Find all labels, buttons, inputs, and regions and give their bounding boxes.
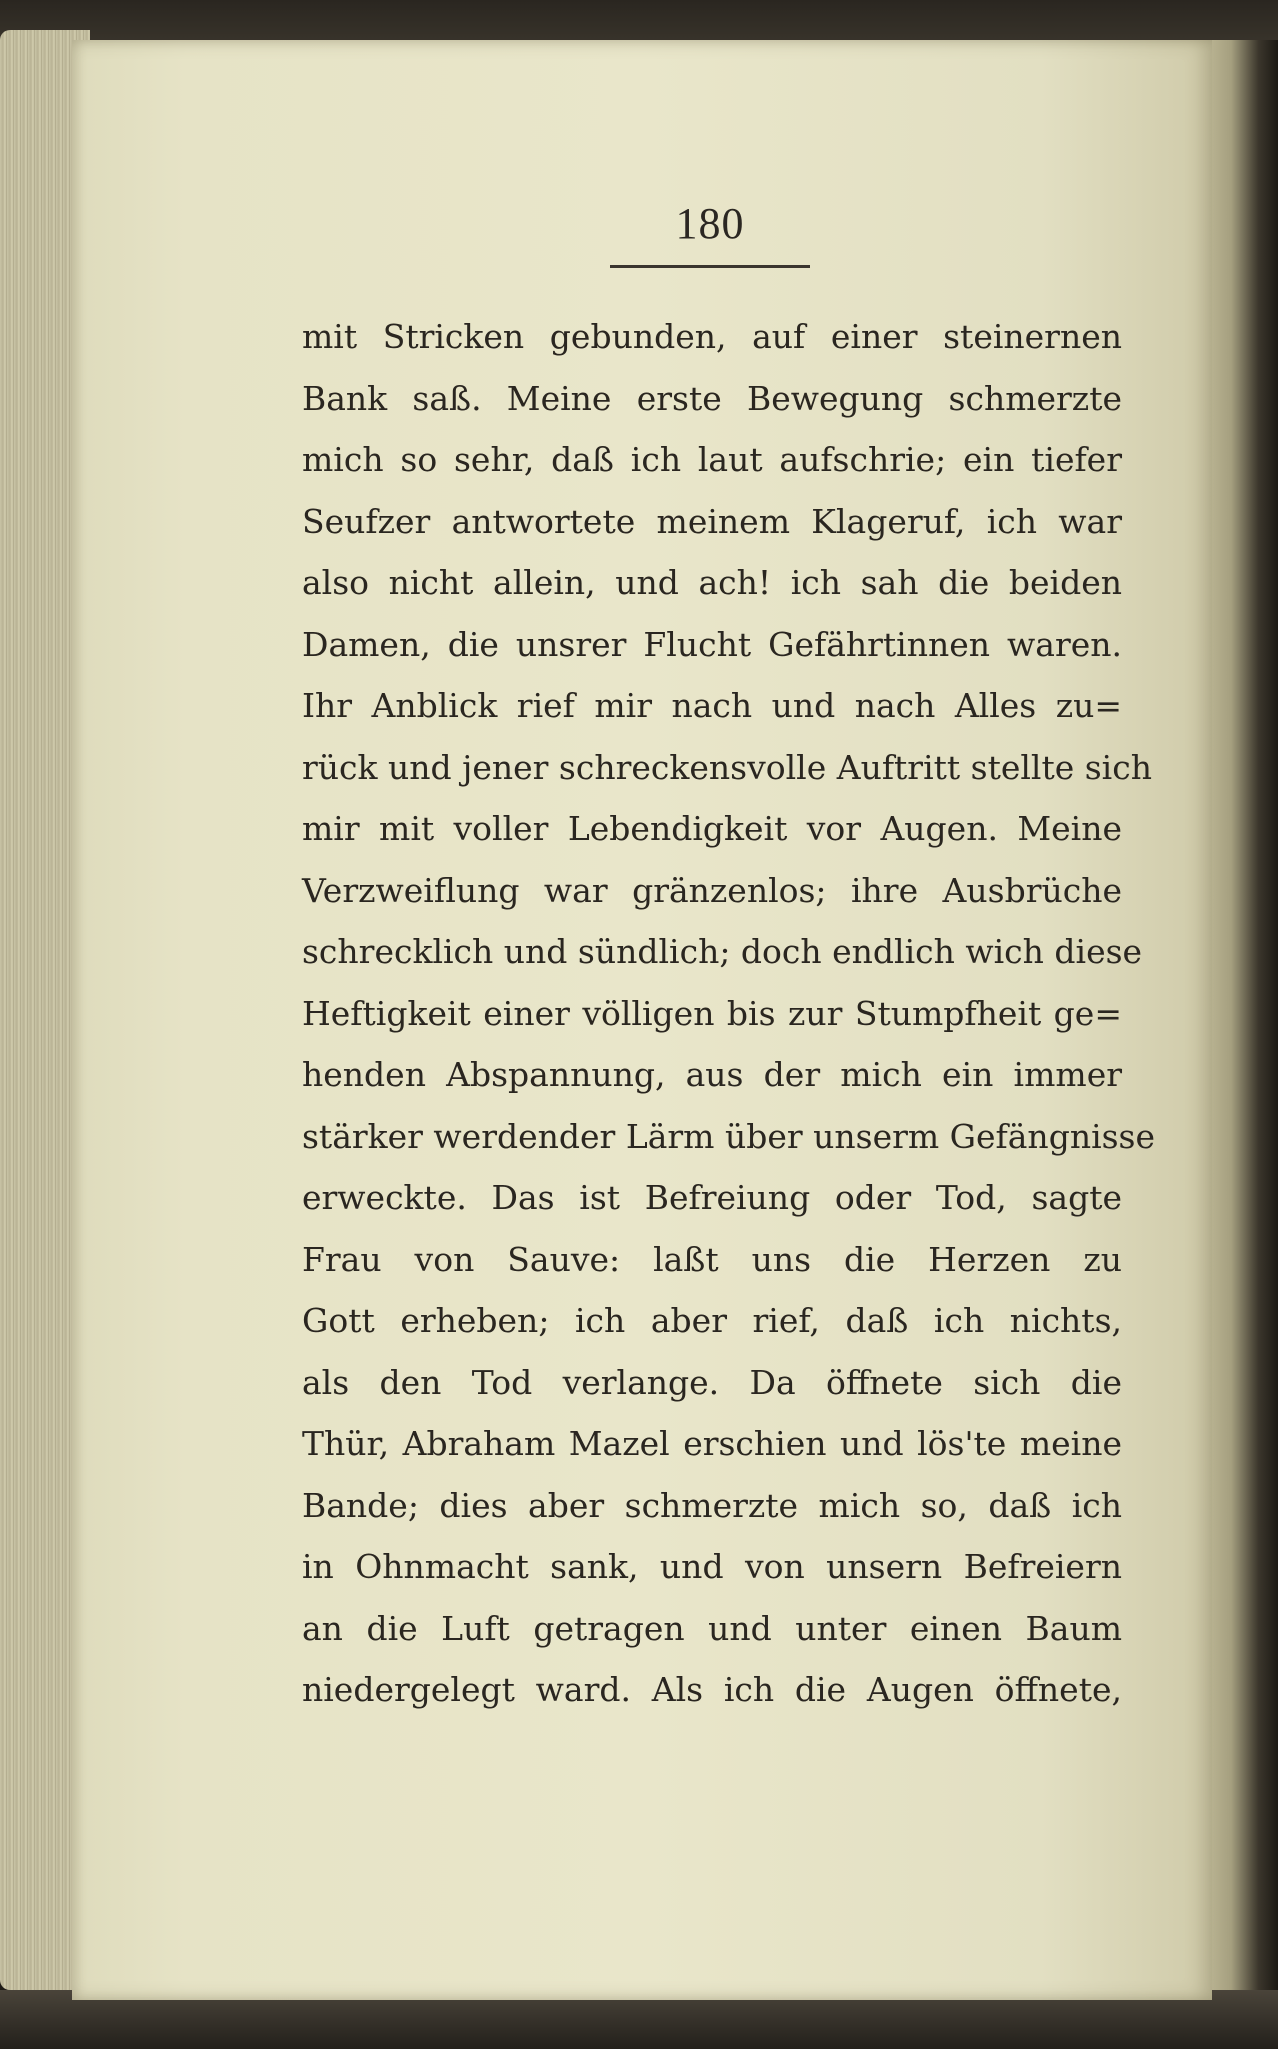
text-line: rück und jener schreckensvolle Auftritt stellte sich: [302, 747, 1152, 787]
text-line: in Ohnmacht sank, und von unsern Befreiern: [302, 1547, 1122, 1586]
text-line: Thür, Abraham Mazel erschien und lös'te meine: [302, 1424, 1122, 1463]
text-line: Heftigkeit einer völligen bis zur Stumpfheit ge=: [302, 993, 1122, 1033]
text-line: mir mit voller Lebendigkeit vor Augen. Meine: [302, 809, 1122, 848]
text-line: an die Luft getragen und unter einen Baum: [302, 1608, 1122, 1648]
page-text: [302, 306, 1156, 1721]
header-rule: [610, 265, 810, 268]
text-line: Bank saß. Meine erste Bewegung schmerzte: [302, 378, 1122, 418]
text-line: als den Tod verlange. Da öffnete sich die: [302, 1362, 1122, 1402]
text-line: Bande; dies aber schmerzte mich so, daß ich: [302, 1485, 1122, 1525]
text-line: stärker werdender Lärm über unserm Gefängnisse: [302, 1116, 1156, 1156]
text-line: also nicht allein, und ach! ich sah die beiden: [302, 563, 1122, 602]
text-line: mit Stricken gebunden, auf einer steinernen: [302, 317, 1122, 356]
text-line: Verzweiflung war gränzenlos; ihre Ausbrüche: [302, 870, 1122, 910]
text-line: henden Abspannung, aus der mich ein immer: [302, 1055, 1122, 1094]
text-line: mich so sehr, daß ich laut aufschrie; ein tiefer: [302, 440, 1122, 479]
text-line: erweckte. Das ist Befreiung oder Tod, sagte: [302, 1178, 1122, 1217]
text-line: Frau von Sauve: laßt uns die Herzen zu: [302, 1239, 1122, 1279]
page-number: 180: [675, 199, 745, 248]
text-line: Damen, die unsrer Flucht Gefährtinnen waren.: [302, 624, 1122, 664]
text-line: schrecklich und sündlich; doch endlich wich diese: [302, 932, 1143, 971]
text-line: Seufzer antwortete meinem Klageruf, ich war: [302, 501, 1122, 541]
text-line: Gott erheben; ich aber rief, daß ich nichts,: [302, 1301, 1122, 1340]
text-line: niedergelegt ward. Als ich die Augen öffnete,: [302, 1670, 1122, 1709]
text-line: Ihr Anblick rief mir nach und nach Alles zu=: [302, 686, 1122, 725]
